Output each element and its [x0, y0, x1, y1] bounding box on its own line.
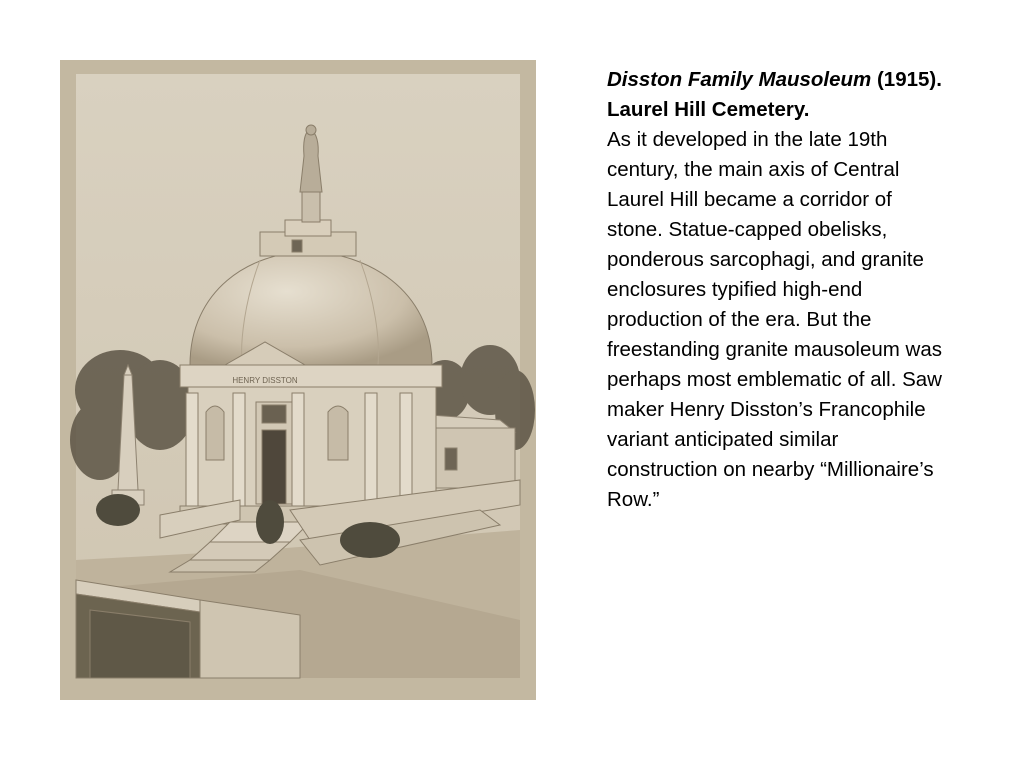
side-mausoleum	[430, 415, 515, 488]
mausoleum-inscription: HENRY DISSTON	[232, 376, 298, 385]
mausoleum-photograph	[60, 60, 536, 700]
caption-body: As it developed in the late 19th century, the main axis of Central Laurel Hill became a corridor of stone. Statue-capped obelisks, ponderous sarcophagi, and granite enclosures typified high-end production of the era. But the freestanding granite mausoleum was perhaps most emblematic of all. Saw maker Henry Disston’s Francophile variant anticipated similar construction on nearby “Millionaire’s Row.”	[607, 128, 943, 511]
photo-caption	[607, 65, 952, 515]
caption-title	[607, 65, 952, 125]
caption-title-date-location: (1915). Laurel Hill Cemetery.	[607, 68, 942, 121]
caption-title-name: Disston Family Mausoleum	[607, 68, 872, 91]
